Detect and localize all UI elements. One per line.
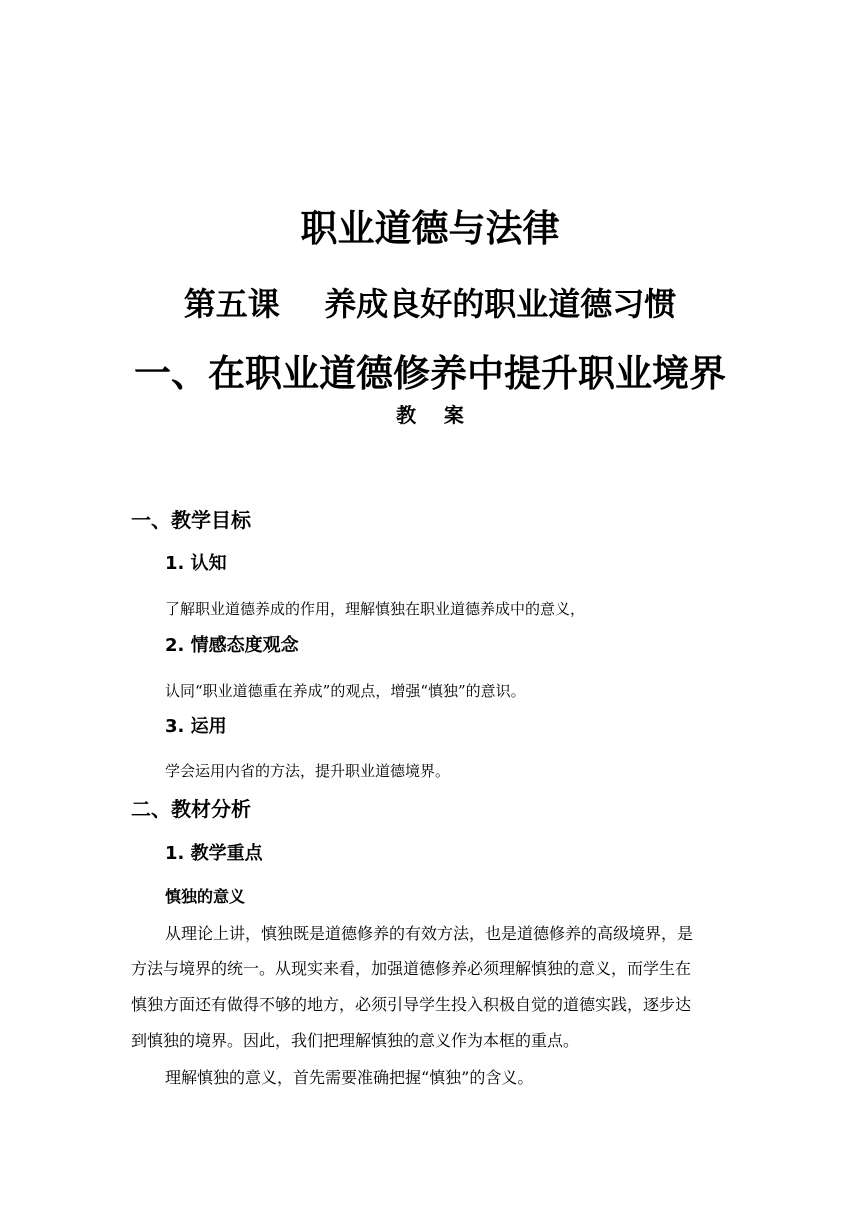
goal-cognition-text: 了解职业道德养成的作用，理解慎独在职业道德养成中的意义， — [165, 600, 586, 618]
goal-cognition-label: 1. 认知 — [165, 553, 227, 574]
key-points-label: 1. 教学重点 — [165, 843, 263, 864]
goal-application-text: 学会运用内省的方法，提升职业道德境界。 — [165, 762, 451, 780]
goals-heading: 一、教学目标 — [131, 508, 251, 532]
document-type-label: 教 案 — [396, 403, 464, 427]
section-title: 一、在职业道德修养中提升职业境界 — [134, 352, 726, 395]
goal-attitude-text: 认同“职业道德重在养成”的观点，增强“慎独”的意识。 — [165, 682, 526, 700]
analysis-heading: 二、教材分析 — [131, 797, 251, 821]
document-title: 职业道德与法律 — [300, 207, 560, 250]
goal-attitude-label: 2. 情感态度观念 — [165, 635, 299, 656]
paragraph-line: 从理论上讲，慎独既是道德修养的有效方法，也是道德修养的高级境界，是 — [165, 924, 694, 943]
paragraph-line: 理解慎独的意义，首先需要准确把握“慎独”的含义。 — [165, 1068, 534, 1087]
key-point-topic: 慎独的意义 — [165, 887, 246, 906]
paragraph-line: 慎独方面还有做得不够的地方，必须引导学生投入积极自觉的道德实践，逐步达 — [131, 995, 692, 1014]
paragraph-line: 方法与境界的统一。从现实来看，加强道德修养必须理解慎独的意义，而学生在 — [131, 959, 692, 978]
goal-application-label: 3. 运用 — [165, 716, 227, 737]
paragraph-line: 到慎独的境界。因此，我们把理解慎独的意义作为本框的重点。 — [131, 1031, 580, 1050]
lesson-title: 第五课 养成良好的职业道德习惯 — [183, 285, 677, 323]
